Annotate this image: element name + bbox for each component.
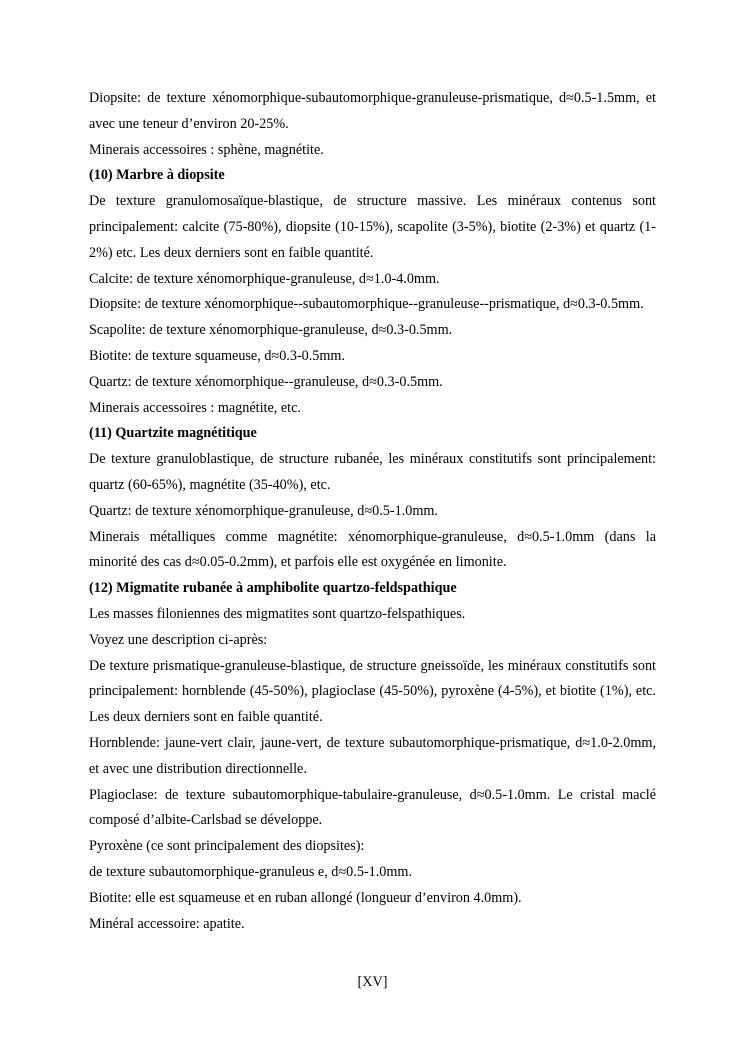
paragraph: Minerais accessoires : sphène, magnétite. xyxy=(89,141,324,158)
paragraph: Voyez une description ci-après: xyxy=(89,631,268,648)
paragraph: Quartz: de texture xénomorphique-granuleuse, d≈0.5-1.0mm. xyxy=(89,502,438,519)
section-heading: (10) Marbre à diopsite xyxy=(89,167,225,184)
paragraph: Biotite: elle est squameuse et en ruban allongé (longueur d’environ 4.0mm). xyxy=(89,889,522,906)
paragraph: Diopsite: de texture xénomorphique--subautomorphique--granuleuse--prismatique, d≈0.3-0.5mm. xyxy=(89,296,644,313)
paragraph: Biotite: de texture squameuse, d≈0.3-0.5mm. xyxy=(89,347,346,364)
paragraph: De texture granulomosaïque-blastique, de structure massive. Les minéraux contenus sont principalement: calcite (75-80%), diopsite (10-15%), scapolite (3-5%), biotite (2-3%) et quartz (1-2%) etc. Les deux derniers sont en faible quantité. xyxy=(89,193,656,261)
paragraph: de texture subautomorphique-granuleus e, d≈0.5-1.0mm. xyxy=(89,863,412,880)
section-heading: (11) Quartzite magnétitique xyxy=(89,425,257,442)
paragraph: Minéral accessoire: apatite. xyxy=(89,915,245,932)
paragraph: Les masses filoniennes des migmatites sont quartzo-felspathiques. xyxy=(89,605,466,622)
paragraph: Diopsite: de texture xénomorphique-subautomorphique-granuleuse-prismatique, d≈0.5-1.5mm, et avec une teneur d’environ 20-25%. xyxy=(89,90,656,132)
paragraph: Plagioclase: de texture subautomorphique-tabulaire-granuleuse, d≈0.5-1.0mm. Le cristal maclé composé d’albite-Carlsbad se développe. xyxy=(89,786,656,829)
paragraph: Calcite: de texture xénomorphique-granuleuse, d≈1.0-4.0mm. xyxy=(89,270,440,287)
paragraph: Minerais métalliques comme magnétite: xénomorphique-granuleuse, d≈0.5-1.0mm (dans la minorité des cas d≈0.05-0.2mm), et parfois elle est oxygénée en limonite. xyxy=(89,528,656,571)
page-number: [XV] xyxy=(357,974,388,990)
paragraph: Pyroxène (ce sont principalement des diopsites): xyxy=(89,838,365,855)
document-body xyxy=(89,86,656,937)
paragraph: De texture granuloblastique, de structure rubanée, les minéraux constitutifs sont principalement: quartz (60-65%), magnétite (35-40%), etc. xyxy=(89,451,656,493)
paragraph: Scapolite: de texture xénomorphique-granuleuse, d≈0.3-0.5mm. xyxy=(89,322,453,339)
paragraph: Quartz: de texture xénomorphique--granuleuse, d≈0.3-0.5mm. xyxy=(89,373,443,390)
paragraph: Minerais accessoires : magnétite, etc. xyxy=(89,399,301,416)
paragraph: Hornblende: jaune-vert clair, jaune-vert, de texture subautomorphique-prismatique, d≈1.0-2.0mm, et avec une distribution directionnelle. xyxy=(89,734,656,777)
section-heading: (12) Migmatite rubanée à amphibolite quartzo-feldspathique xyxy=(89,580,457,597)
paragraph: De texture prismatique-granuleuse-blastique, de structure gneissoïde, les minéraux constitutifs sont principalement: hornblende (45-50%), plagioclase (45-50%), pyroxène (4-5%), et biotite (1%), etc. Les deux derniers sont en faible quantité. xyxy=(89,657,656,726)
